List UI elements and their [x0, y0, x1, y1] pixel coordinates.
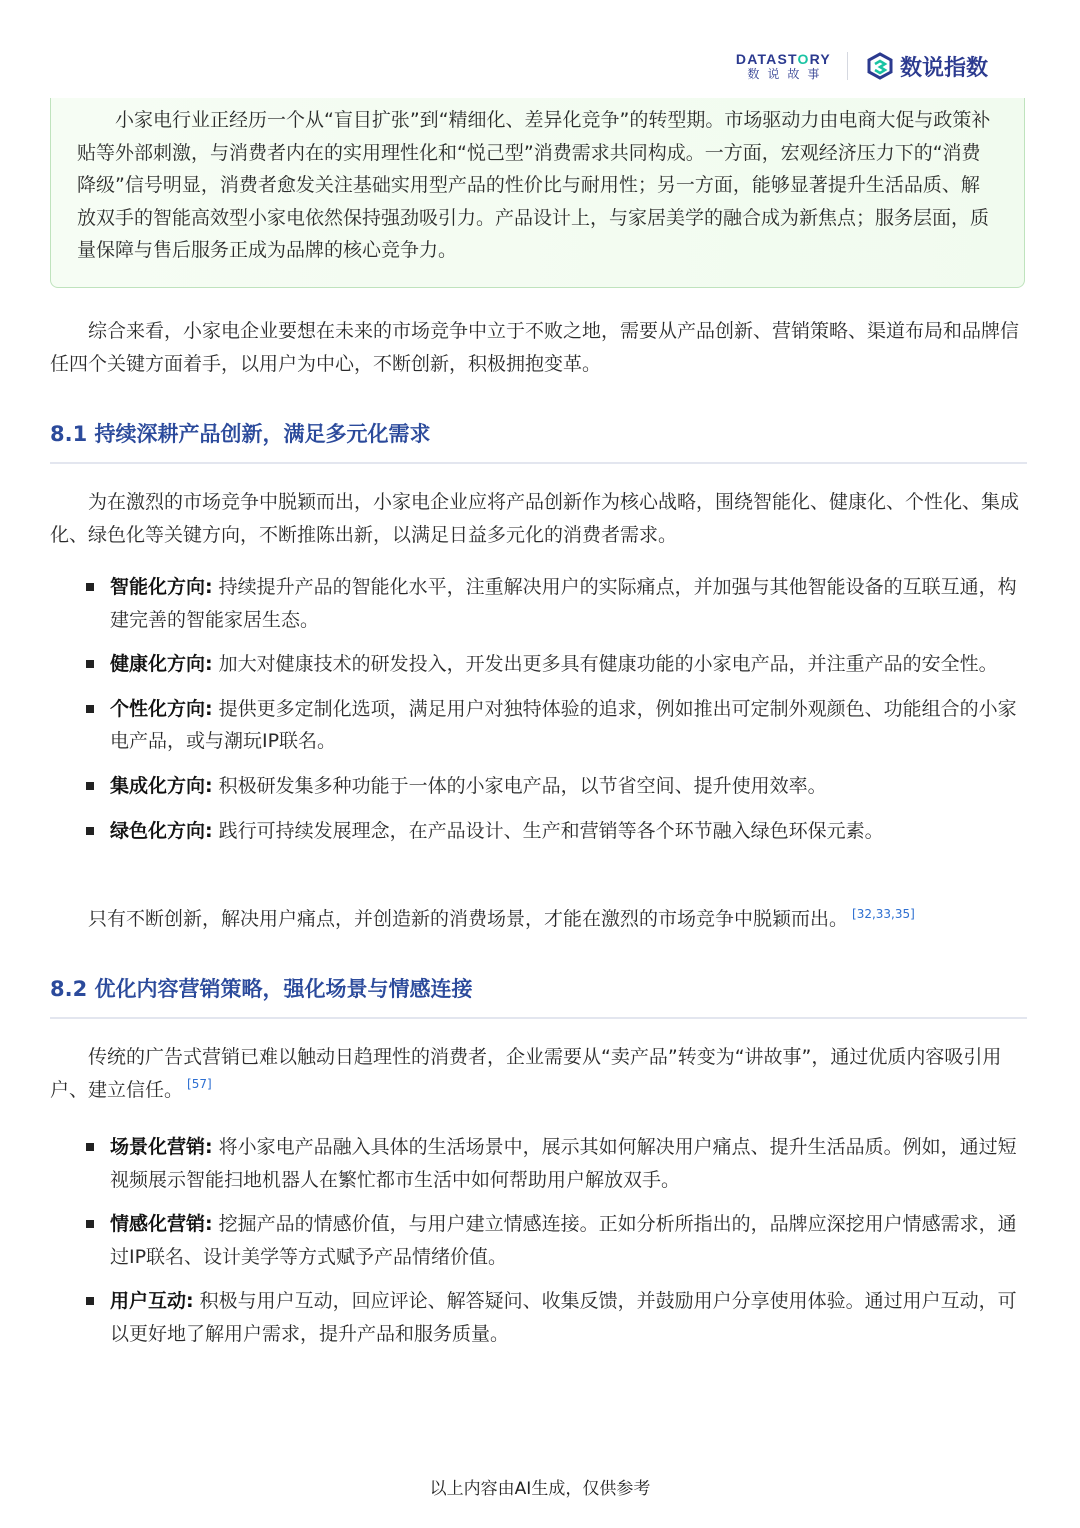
list-item-text: 践行可持续发展理念，在产品设计、生产和营销等各个环节融入绿色环保元素。 [218, 819, 884, 842]
bullet-square-icon [86, 660, 94, 668]
list-item-label: 绿色化方向: [110, 819, 213, 842]
bullet-square-icon [86, 1143, 94, 1151]
list-item-text: 提供更多定制化选项，满足用户对独特体验的追求，例如推出可定制外观颜色、功能组合的小家电产品，或与潮玩IP联名。 [110, 697, 1017, 753]
intro-section [50, 315, 1027, 380]
section-8-1-closing-wrap [50, 903, 1027, 936]
datastory-logo-text: DATASTORY [735, 51, 831, 67]
citation-link[interactable]: [57] [187, 1077, 212, 1092]
summary-box [50, 98, 1025, 288]
list-item [50, 571, 1027, 636]
section-8-1-closing [50, 903, 1027, 936]
sszs-logo [866, 51, 988, 82]
section-8-2-lead [50, 1041, 1027, 1106]
list-item [50, 693, 1027, 758]
list-item-label: 情感化营销: [110, 1213, 213, 1236]
intro-paragraph: 综合来看，小家电企业要想在未来的市场竞争中立于不败之地，需要从产品创新、营销策略、渠道布局和品牌信任四个关键方面着手，以用户为中心，不断创新，积极拥抱变革。 [50, 320, 1020, 375]
list-item-text: 积极研发集多种功能于一体的小家电产品，以节省空间、提升使用效率。 [218, 774, 827, 797]
datastory-logo [736, 51, 831, 81]
bullet-square-icon [86, 1297, 94, 1305]
bullet-square-icon [86, 705, 94, 713]
bullet-square-icon [86, 827, 94, 835]
datastory-logo-cn: 数说故事 [747, 67, 828, 81]
sszs-logo-text: 数说指数 [899, 55, 988, 81]
summary-text: 小家电行业正经历一个从“盲目扩张”到“精细化、差异化竞争”的转型期。市场驱动力由电商大促与政策补贴等外部刺激，与消费者内在的实用理性化和“悦己型”消费需求共同构成。一方面，宏观经济压力下的“消费降级”信号明显，消费者愈发关注基础实用型产品的性价比与耐用性；另一方面，能够显著提升生活品质、解放双手的智能高效型小家电依然保持强劲吸引力。产品设计上，与家居美学的融合成为新焦点；服务层面，质量保障与售后服务正成为品牌的核心竞争力。 [77, 109, 991, 262]
list-item [50, 770, 1027, 803]
list-item-label: 场景化营销: [110, 1136, 213, 1158]
closing-text: 只有不断创新，解决用户痛点，并创造新的消费场景，才能在激烈的市场竞争中脱颖而出。 [88, 908, 849, 930]
list-item [50, 1285, 1027, 1350]
citation-link[interactable]: [32,33,35] [852, 906, 915, 921]
list-item-text: 积极与用户互动，回应评论、解答疑问、收集反馈，并鼓励用户分享使用体验。通过用户互动，可以更好地了解用户需求，提升产品和服务质量。 [110, 1290, 1017, 1345]
list-item [50, 1208, 1027, 1273]
list-item-label: 集成化方向: [110, 774, 213, 797]
section-8-1-list [50, 571, 1027, 847]
list-item-text: 将小家电产品融入具体的生活场景中，展示其如何解决用户痛点、提升生活品质。例如，通过短视频展示智能扫地机器人在繁忙都市生活中如何帮助用户解放双手。 [110, 1136, 1017, 1191]
list-item-label: 用户互动: [110, 1290, 194, 1313]
list-item-label: 智能化方向: [110, 576, 213, 598]
section-8-2-list [50, 1131, 1027, 1351]
lead-text: 传统的广告式营销已难以触动日趋理性的消费者，企业需要从“卖产品”转变为“讲故事”，通过优质内容吸引用户、建立信任。 [50, 1046, 1002, 1101]
section-8-2-heading-wrap [50, 973, 1027, 1019]
page-header [736, 46, 988, 86]
bullet-square-icon [86, 1220, 94, 1228]
sszs-logo-icon [866, 52, 894, 80]
list-item [50, 815, 1027, 848]
section-8-2-title: 8.2 优化内容营销策略，强化场景与情感连接 [50, 973, 1027, 1019]
bullet-square-icon [86, 583, 94, 591]
section-8-2-lead-wrap [50, 1041, 1027, 1106]
header-divider [847, 52, 848, 80]
list-item [50, 1131, 1027, 1196]
section-8-1-lead-wrap [50, 486, 1027, 551]
list-item [50, 648, 1027, 681]
list-item-label: 个性化方向: [110, 697, 213, 720]
section-8-1-title: 8.1 持续深耕产品创新，满足多元化需求 [50, 418, 1027, 464]
bullet-square-icon [86, 782, 94, 790]
list-item-label: 健康化方向: [110, 653, 213, 676]
list-item-text: 挖掘产品的情感价值，与用户建立情感连接。正如分析所指出的，品牌应深挖用户情感需求，通过IP联名、设计美学等方式赋予产品情绪价值。 [110, 1213, 1017, 1268]
section-8-1-lead: 为在激烈的市场竞争中脱颖而出，小家电企业应将产品创新作为核心战略，围绕智能化、健康化、个性化、集成化、绿色化等关键方向，不断推陈出新，以满足日益多元化的消费者需求。 [50, 491, 1020, 546]
ai-disclaimer: 以上内容由AI生成，仅供参考 [429, 1479, 651, 1499]
list-item-text: 加大对健康技术的研发投入，开发出更多具有健康功能的小家电产品，并注重产品的安全性。 [218, 653, 998, 676]
list-item-text: 持续提升产品的智能化水平，注重解决用户的实际痛点，并加强与其他智能设备的互联互通，构建完善的智能家居生态。 [110, 576, 1017, 631]
section-8-1-heading-wrap [50, 418, 1027, 464]
